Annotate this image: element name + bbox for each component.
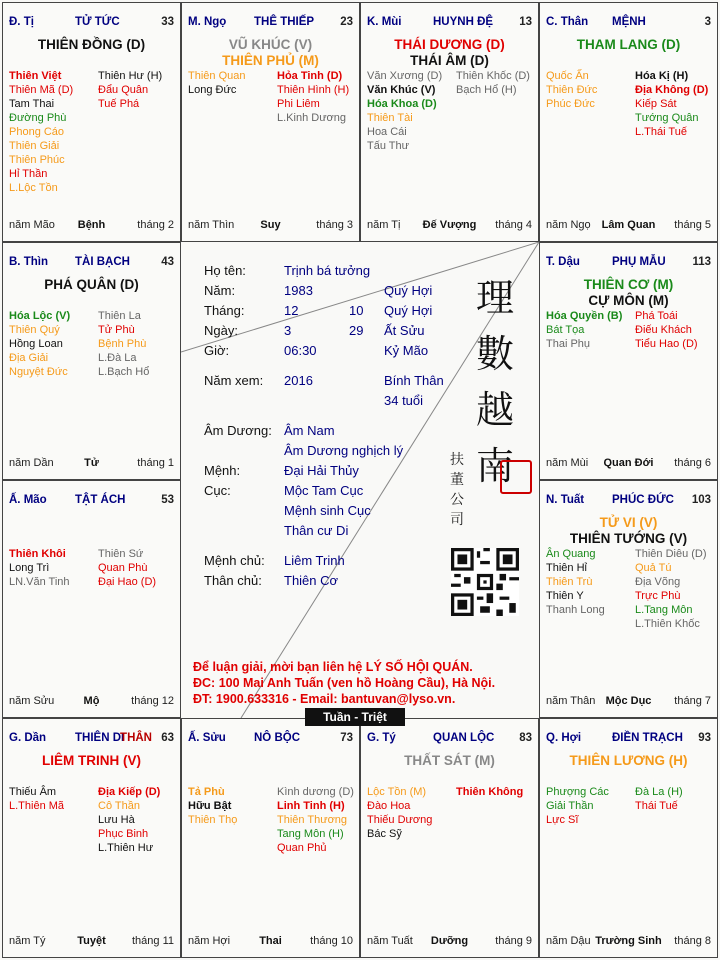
minor-star: Lực Sĩ xyxy=(546,814,579,826)
year-value: 1983 xyxy=(284,283,313,298)
month-lunar: 10 xyxy=(349,303,364,318)
minor-star: Thiếu Dương xyxy=(367,814,433,826)
minor-star: Thiên Không xyxy=(456,786,524,798)
palace-year: năm Mùi xyxy=(546,457,589,469)
callig-char-2: 數 xyxy=(476,332,515,376)
minor-stars-left xyxy=(546,785,609,827)
palace-header xyxy=(9,256,174,268)
palace-stage: Mộc Dục xyxy=(605,695,652,707)
minor-star: Linh Tinh (H) xyxy=(277,800,345,812)
palace-month: tháng 12 xyxy=(131,695,174,707)
palace-ngo[interactable] xyxy=(181,2,360,242)
minor-stars-left xyxy=(546,547,605,617)
minor-stars-left xyxy=(9,785,64,813)
cuc-label: Cục: xyxy=(204,483,231,498)
palace-number: 53 xyxy=(161,494,174,506)
minor-star: Địa Kiếp (D) xyxy=(98,786,161,798)
palace-footer xyxy=(367,935,532,949)
minor-star: Thiên Hỉ xyxy=(546,562,587,574)
minor-star: Thiên Việt xyxy=(9,70,62,82)
palace-number: 73 xyxy=(340,732,353,744)
destiny-label: Mệnh: xyxy=(204,463,241,478)
palace-branch: Đ. Tị xyxy=(9,16,34,28)
name-label: Họ tên: xyxy=(204,263,246,278)
minor-star: Tấu Thư xyxy=(367,140,410,152)
minor-star: Bạch Hổ (H) xyxy=(456,84,517,96)
palace-branch: K. Mùi xyxy=(367,16,402,28)
palace-month: tháng 2 xyxy=(137,219,174,231)
minor-star: Thanh Long xyxy=(546,604,605,616)
palace-month: tháng 10 xyxy=(310,935,353,947)
palace-header xyxy=(9,732,174,744)
minor-star: Thiên Hư (H) xyxy=(98,70,163,82)
palace-number: 43 xyxy=(161,256,174,268)
hour-canchi: Kỷ Mão xyxy=(384,343,429,358)
destiny-ruler-label: Mệnh chủ: xyxy=(204,553,265,568)
minor-stars-right xyxy=(98,309,149,379)
palace-mao[interactable] xyxy=(2,480,181,718)
minor-star: Đẩu Quân xyxy=(98,84,149,96)
view-year-label: Năm xem: xyxy=(204,373,264,388)
palace-month: tháng 3 xyxy=(316,219,353,231)
palace-month: tháng 9 xyxy=(495,935,532,947)
palace-title: HUYNH ĐỆ xyxy=(433,16,494,28)
tuan-triet-marker: Tuần - Triệt xyxy=(305,708,405,726)
minor-star: Thiên Trù xyxy=(546,576,593,588)
palace-stage: Mộ xyxy=(83,695,100,707)
minor-star: Địa Không (D) xyxy=(635,84,709,96)
palace-title: TẬT ÁCH xyxy=(75,494,126,506)
palace-footer xyxy=(546,219,711,233)
palace-number: 33 xyxy=(161,16,174,28)
palace-footer xyxy=(9,935,174,949)
palace-header xyxy=(546,256,711,268)
minor-stars-right xyxy=(635,309,698,351)
minor-star: Quan Phù xyxy=(98,562,148,574)
palace-footer xyxy=(9,457,174,471)
minor-star: Thiên Hình (H) xyxy=(277,84,350,96)
body-marker: THÂN xyxy=(120,732,152,744)
minor-star: Hóa Kị (H) xyxy=(635,70,689,82)
major-star: THIÊN LƯƠNG (H) xyxy=(569,753,688,768)
palace-footer xyxy=(9,695,174,709)
palace-header xyxy=(9,16,174,28)
day-canchi: Ất Sửu xyxy=(384,323,425,338)
minor-star: Thiên Giải xyxy=(9,140,60,152)
palace-year: năm Hợi xyxy=(188,935,231,947)
palace-branch: Ấ. Sửu xyxy=(188,732,226,744)
palace-year: năm Thân xyxy=(546,695,596,707)
minor-star: Thiên Phúc xyxy=(9,154,65,166)
callig-char-3: 越 xyxy=(476,388,515,432)
palace-branch: B. Thìn xyxy=(9,256,48,268)
callig-small-4: 司 xyxy=(450,512,464,528)
minor-stars-right xyxy=(98,547,156,589)
minor-star: Thiên Tài xyxy=(367,112,413,124)
view-year-canchi: Bính Thân xyxy=(384,373,444,388)
minor-star: Thái Tuế xyxy=(635,800,678,812)
minor-star: Tả Phù xyxy=(188,786,225,798)
minor-star: Giải Thần xyxy=(546,800,594,812)
minor-stars-right xyxy=(277,785,354,855)
palace-footer xyxy=(367,219,532,233)
minor-star: Hóa Quyền (B) xyxy=(546,310,623,322)
cuc-note-1: Mệnh sinh Cục xyxy=(284,503,371,518)
palace-header xyxy=(367,16,532,28)
callig-small-3: 公 xyxy=(450,492,464,508)
palace-month: tháng 11 xyxy=(131,935,174,947)
palace-title: TỬ TỨC xyxy=(75,16,120,28)
contact-line-2: ĐC: 100 Mai Anh Tuấn (ven hồ Hoàng Cầu), Hà Nội. xyxy=(193,676,496,690)
hour-value: 06:30 xyxy=(284,343,317,358)
minor-star: L.Thái Tuế xyxy=(635,126,687,138)
minor-star: Phi Liêm xyxy=(277,98,320,110)
palace-mui[interactable] xyxy=(360,2,539,242)
palace-month: tháng 7 xyxy=(674,695,711,707)
minor-star: Tuế Phá xyxy=(98,98,140,110)
callig-small-2: 董 xyxy=(450,472,464,488)
minor-star: Thiên Thương xyxy=(277,814,348,826)
minor-star: Thiên Khốc (D) xyxy=(456,70,530,82)
major-star: CỰ MÔN (M) xyxy=(588,293,669,308)
major-star: THIÊN PHỦ (M) xyxy=(222,53,319,68)
major-star: PHÁ QUÂN (D) xyxy=(44,277,139,292)
minor-stars-left xyxy=(546,69,597,111)
minor-star: Nguyệt Đức xyxy=(9,366,68,378)
minor-star: Hữu Bật xyxy=(188,800,232,812)
minor-star: Thiên Mã (D) xyxy=(9,84,74,96)
minor-star: Thiên Đức xyxy=(546,84,598,96)
palace-number: 103 xyxy=(691,494,711,506)
palace-number: 3 xyxy=(704,16,711,28)
palace-stage: Dưỡng xyxy=(430,935,469,947)
minor-star: Quốc Ấn xyxy=(546,70,589,82)
palace-year: năm Dần xyxy=(9,457,54,469)
minor-star: Đào Hoa xyxy=(367,800,411,812)
palace-tuat[interactable] xyxy=(539,480,718,718)
palace-number: 93 xyxy=(698,732,711,744)
palace-footer xyxy=(546,935,711,949)
minor-star: Lưu Hà xyxy=(98,814,135,826)
minor-stars-left xyxy=(9,69,73,195)
minor-star: Hóa Lộc (V) xyxy=(9,310,71,322)
minor-stars-left xyxy=(188,785,237,827)
palace-suu[interactable] xyxy=(181,718,360,958)
destiny-value: Đại Hải Thủy xyxy=(284,463,359,478)
palace-header xyxy=(188,732,353,744)
minor-stars-right xyxy=(98,69,162,111)
minor-star: Tử Phù xyxy=(98,324,135,336)
palace-year: năm Ngọ xyxy=(546,219,591,231)
palace-branch: Ấ. Mão xyxy=(9,494,47,506)
palace-than[interactable] xyxy=(539,2,718,242)
palace-branch: N. Tuất xyxy=(546,494,585,506)
palace-year: năm Tuất xyxy=(367,935,413,947)
palace-footer xyxy=(9,219,174,233)
day-solar: 3 xyxy=(284,323,292,338)
minor-star: Hỉ Thần xyxy=(9,168,48,180)
minor-star: Bát Tọa xyxy=(546,324,585,336)
palace-month: tháng 6 xyxy=(674,457,711,469)
palace-month: tháng 8 xyxy=(674,935,711,947)
body-ruler-label: Thân chủ: xyxy=(204,573,262,588)
minor-star: Địa Võng xyxy=(635,576,681,588)
palace-header xyxy=(546,16,711,28)
minor-star: Đà La (H) xyxy=(635,786,683,798)
minor-star: Hoa Cái xyxy=(367,126,407,138)
minor-star: Quả Tú xyxy=(635,562,672,574)
minor-star: Hồng Loan xyxy=(9,338,63,350)
palace-ti[interactable] xyxy=(2,2,181,242)
major-star: LIÊM TRINH (V) xyxy=(42,753,141,768)
palace-year: năm Thìn xyxy=(188,219,235,231)
palace-year: năm Mão xyxy=(9,219,55,231)
palace-ty[interactable] xyxy=(360,718,539,958)
palace-month: tháng 4 xyxy=(495,219,532,231)
palace-footer xyxy=(546,457,711,471)
callig-small-1: 扶 xyxy=(450,452,464,468)
seal-stamp xyxy=(500,460,532,494)
minor-star: Ân Quang xyxy=(546,548,596,560)
palace-branch: G. Dần xyxy=(9,732,47,744)
palace-title: THÊ THIẾP xyxy=(254,16,315,28)
minor-star: Phượng Các xyxy=(546,786,609,798)
palace-header xyxy=(546,494,711,506)
palace-title: NÔ BỘC xyxy=(254,732,300,744)
minor-stars-left xyxy=(367,69,442,153)
palace-stage: Lâm Quan xyxy=(601,219,656,231)
palace-branch: T. Dậu xyxy=(546,256,580,268)
minor-star: Văn Khúc (V) xyxy=(367,84,436,96)
palace-stage: Thai xyxy=(259,935,282,947)
minor-star: Đường Phù xyxy=(9,112,67,124)
minor-stars-left xyxy=(9,309,70,379)
minor-stars-right xyxy=(98,785,160,855)
minor-star: Thiên La xyxy=(98,310,141,322)
palace-header xyxy=(188,16,353,28)
minor-star: Long Đức xyxy=(188,84,237,96)
palace-title: TÀI BẠCH xyxy=(75,256,130,268)
minor-star: Bệnh Phù xyxy=(98,338,147,350)
palace-stage: Trường Sinh xyxy=(595,935,662,947)
palace-header xyxy=(367,732,532,744)
minor-star: Phong Cáo xyxy=(9,126,65,138)
minor-star: Kiếp Sát xyxy=(635,98,677,110)
palace-year: năm Tý xyxy=(9,935,46,947)
palace-title: QUAN LỘC xyxy=(433,732,495,744)
minor-star: Thai Phụ xyxy=(546,338,591,350)
palace-dau[interactable] xyxy=(539,242,718,480)
minor-stars-left xyxy=(367,785,432,841)
yin-yang-note: Âm Dương nghịch lý xyxy=(284,443,404,458)
palace-stage: Tuyệt xyxy=(77,935,106,947)
palace-branch: Q. Hợi xyxy=(546,732,582,744)
palace-header xyxy=(546,732,711,744)
body-ruler-value: Thiên Cơ xyxy=(284,573,339,588)
minor-stars-right xyxy=(635,785,683,813)
palace-stage: Đế Vượng xyxy=(422,219,477,231)
palace-number: 83 xyxy=(519,732,532,744)
qr-code[interactable] xyxy=(451,548,519,616)
minor-star: Phục Binh xyxy=(98,828,149,840)
minor-stars-right xyxy=(635,69,708,139)
palace-hoi[interactable] xyxy=(539,718,718,958)
day-lunar: 29 xyxy=(349,323,364,338)
minor-star: Thiên Sứ xyxy=(98,548,144,560)
contact-line-1: Để luận giải, mời bạn liên hệ LÝ SỐ HỘI QUÁN. xyxy=(193,660,473,674)
palace-dan[interactable] xyxy=(2,718,181,958)
palace-title: PHỤ MẪU xyxy=(612,256,666,268)
year-label: Năm: xyxy=(204,283,236,298)
minor-stars-right xyxy=(635,547,707,631)
minor-star: Thiên Thọ xyxy=(188,814,238,826)
yin-yang-value: Âm Nam xyxy=(284,423,335,438)
month-label: Tháng: xyxy=(204,303,245,318)
palace-title: PHÚC ĐỨC xyxy=(612,494,674,506)
minor-star: Bác Sỹ xyxy=(367,828,402,840)
major-star: THÁI DƯƠNG (D) xyxy=(394,37,505,52)
minor-stars-left xyxy=(188,69,245,97)
minor-star: Tiểu Hao (D) xyxy=(635,338,698,350)
minor-stars-left xyxy=(9,547,70,589)
minor-star: L.Thiên Mã xyxy=(9,800,65,812)
minor-star: Thiên Quan xyxy=(188,70,246,82)
month-solar: 12 xyxy=(284,303,299,318)
palace-footer xyxy=(546,695,711,709)
minor-star: Quan Phủ xyxy=(277,842,327,854)
palace-stage: Quan Đới xyxy=(603,457,654,469)
major-star: VŨ KHÚC (V) xyxy=(228,37,313,52)
major-star: THIÊN TƯỚNG (V) xyxy=(569,531,688,546)
palace-number: 13 xyxy=(519,16,532,28)
age-value: 34 tuổi xyxy=(384,393,424,408)
major-star: THAM LANG (D) xyxy=(576,37,681,52)
palace-title: MỆNH xyxy=(612,16,646,28)
minor-star: Đại Hao (D) xyxy=(98,576,157,588)
callig-char-1: 理 xyxy=(476,276,515,320)
palace-branch: M. Ngọ xyxy=(188,16,227,28)
minor-star: Cô Thần xyxy=(98,800,140,812)
minor-star: L.Lộc Tồn xyxy=(9,182,58,194)
cuc-note-2: Thân cư Di xyxy=(284,523,349,538)
name-value: Trịnh bá tưởng xyxy=(284,263,371,278)
palace-number: 23 xyxy=(340,16,353,28)
palace-stage: Bệnh xyxy=(77,219,106,231)
minor-star: L.Kinh Dương xyxy=(277,112,347,124)
palace-year: năm Dậu xyxy=(546,935,591,947)
palace-footer xyxy=(188,219,353,233)
palace-year: năm Sửu xyxy=(9,695,55,707)
minor-star: Tướng Quân xyxy=(635,112,699,124)
major-star: THẤT SÁT (M) xyxy=(404,753,495,768)
yin-yang-label: Âm Dương: xyxy=(204,423,272,438)
minor-star: Thiếu Âm xyxy=(9,786,57,798)
minor-star: L.Bạch Hổ xyxy=(98,366,150,378)
palace-title: THIÊN DI xyxy=(75,732,125,744)
palace-month: tháng 5 xyxy=(674,219,711,231)
palace-month: tháng 1 xyxy=(137,457,174,469)
palace-thin[interactable] xyxy=(2,242,181,480)
minor-star: Thiên Y xyxy=(546,590,584,602)
minor-star: L.Tang Môn xyxy=(635,604,693,616)
minor-star: Lộc Tồn (M) xyxy=(367,786,427,798)
minor-stars-left xyxy=(546,309,622,351)
minor-star: Kình dương (D) xyxy=(277,786,354,798)
month-canchi: Quý Hợi xyxy=(384,303,433,318)
major-star: TỬ VI (V) xyxy=(599,515,658,530)
palace-branch: G. Tý xyxy=(367,732,396,744)
minor-star: LN.Văn Tinh xyxy=(9,576,70,588)
palace-number: 113 xyxy=(692,256,711,268)
minor-star: Tang Môn (H) xyxy=(277,828,344,840)
minor-star: Điếu Khách xyxy=(635,324,692,336)
palace-header xyxy=(9,494,174,506)
year-canchi: Quý Hợi xyxy=(384,283,433,298)
palace-number: 63 xyxy=(161,732,174,744)
contact-line-3: ĐT: 1900.633316 - Email: bantuvan@lyso.vn. xyxy=(193,692,456,706)
minor-star: Địa Giải xyxy=(9,352,49,364)
minor-stars-right xyxy=(456,69,530,97)
minor-star: Thiên Khôi xyxy=(9,548,66,560)
minor-star: L.Thiên Khốc xyxy=(635,618,700,630)
minor-star: Hóa Khoa (D) xyxy=(367,98,437,110)
minor-star: Văn Xương (D) xyxy=(367,70,443,82)
major-star: THIÊN CƠ (M) xyxy=(583,277,674,292)
palace-title: ĐIỀN TRẠCH xyxy=(612,732,683,744)
palace-year: năm Tị xyxy=(367,219,401,231)
callig-char-4: 南 xyxy=(476,444,515,488)
palace-footer xyxy=(188,935,353,949)
palace-stage: Tử xyxy=(84,457,99,469)
minor-star: Tam Thai xyxy=(9,98,55,110)
minor-star: Phá Toái xyxy=(635,310,678,322)
minor-star: L.Thiên Hư xyxy=(98,842,154,854)
cuc-value: Mộc Tam Cục xyxy=(284,483,364,498)
view-year-value: 2016 xyxy=(284,373,313,388)
minor-star: Trực Phù xyxy=(635,590,681,602)
minor-star: Long Trì xyxy=(9,562,50,574)
minor-star: Phúc Đức xyxy=(546,98,595,110)
minor-star: Thiên Diêu (D) xyxy=(635,548,707,560)
destiny-ruler-value: Liêm Trinh xyxy=(284,553,345,568)
hour-label: Giờ: xyxy=(204,343,230,358)
day-label: Ngày: xyxy=(204,323,238,338)
palace-branch: C. Thân xyxy=(546,16,589,28)
minor-star: Thiên Quý xyxy=(9,324,60,336)
minor-stars-right xyxy=(277,69,349,125)
minor-star: L.Đà La xyxy=(98,352,137,364)
palace-stage: Suy xyxy=(260,219,281,231)
major-star: THIÊN ĐỒNG (D) xyxy=(37,37,146,52)
major-star: THÁI ÂM (D) xyxy=(410,53,489,68)
minor-stars-right xyxy=(456,785,523,799)
minor-star: Hỏa Tinh (D) xyxy=(277,70,343,82)
